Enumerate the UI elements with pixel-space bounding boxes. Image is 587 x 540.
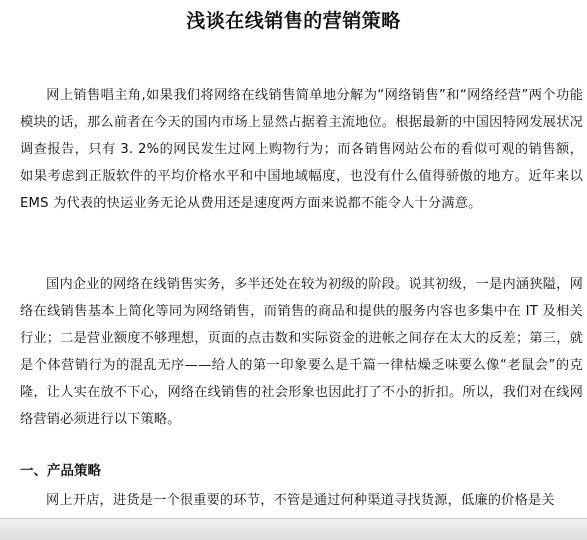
section-heading-product-strategy: 一、产品策略	[20, 463, 101, 479]
paragraph-text: 国内企业的网络在线销售实务，多半还处在较为初级的阶段。说其初级，一是内涵狭隘，网络在线销售基本上简化等同为网络销售，而销售的商品和提供的服务内容也多集中在 IT 及相关行业；二是营业额度不够理想，页面的点击数和实际资金的进帐之间存在太大的反差；第三，就是个体营销行为的混乱无序——给人的第一印象要么是千篇一律枯燥乏味要么像“老鼠会”的克隆，让人实在放不下心，网络在线销售的社会形象也因此打了不小的折扣。所以，我们对在线网络营销必须进行以下策略。	[20, 277, 583, 427]
paragraph-text: 网上开店，进货是一个很重要的环节，不管是通过何种渠道寻找货源，低廉的价格是关	[46, 493, 555, 508]
document-title: 浅谈在线销售的营销策略	[186, 10, 401, 32]
viewer-bottom-edge	[0, 518, 587, 540]
paragraph-text: 网上销售唱主角,如果我们将网络在线销售简单地分解为“网络销售”和“网络经营”两个功能模块的话，那么前者在今天的国内市场上显然占据着主流地位。根据最新的中国因特网发展状况调查报告，只有 3. 2%的网民发生过网上购物行为；而各销售网站公布的看似可观的销售额，如果考虑到正版软件的平均价格水平和中国地域幅度，也没有什么值得骄傲的地方。近年来以 EMS 为代表的快运业务无论从费用还是速度两方面来说都不能令人十分满意。	[20, 88, 583, 211]
paragraph-online-sales	[20, 82, 583, 217]
paragraph-product-strategy	[20, 487, 583, 514]
paragraph-domestic-enterprises	[20, 271, 583, 433]
